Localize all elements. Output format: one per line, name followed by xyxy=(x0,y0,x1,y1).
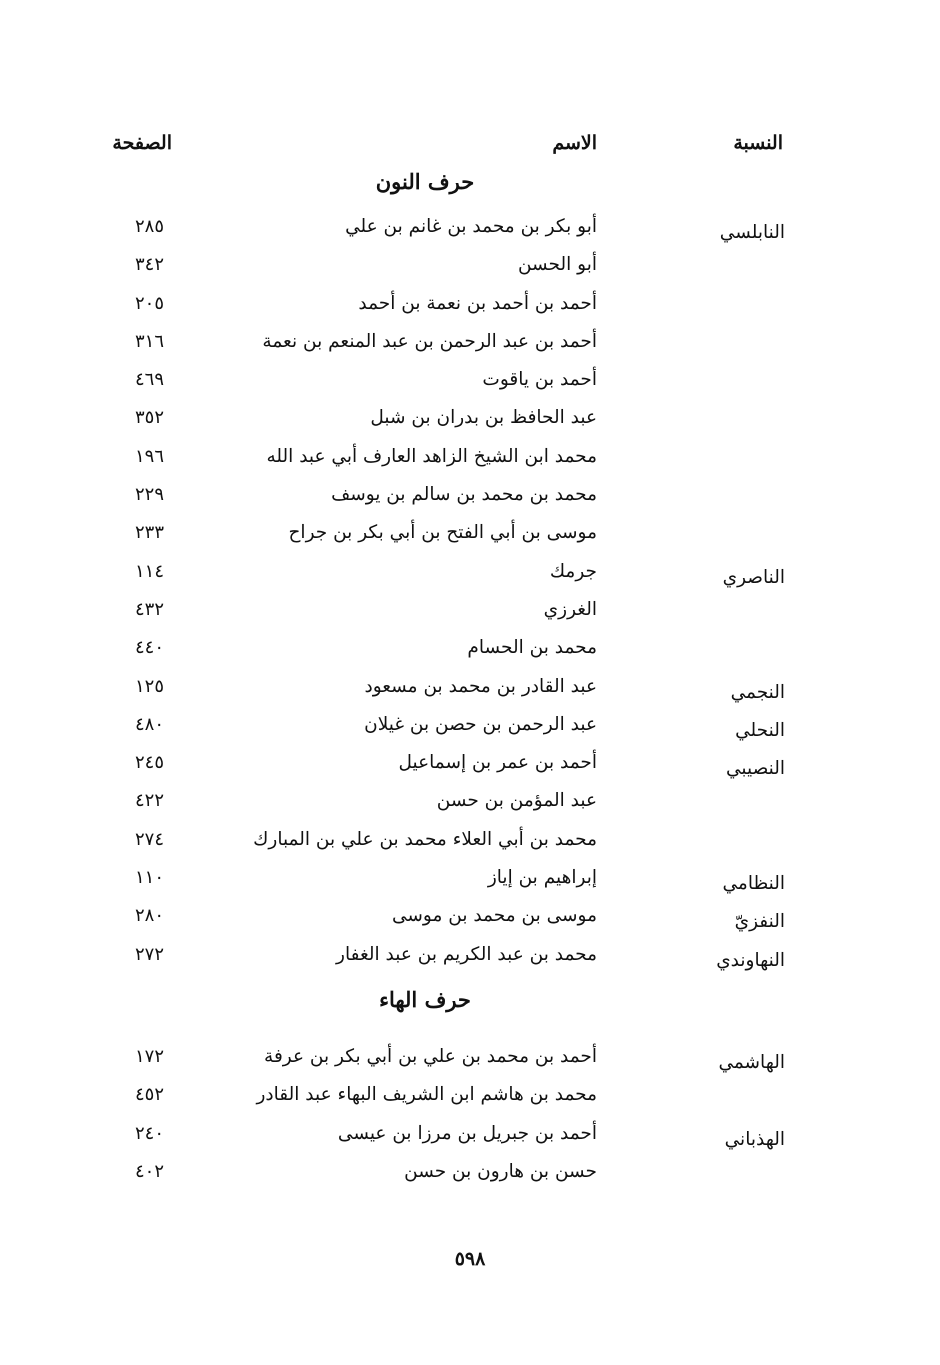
entry-name: موسى بن محمد بن موسى xyxy=(391,905,597,927)
entry-nisba: النابلسي xyxy=(719,222,785,243)
entry-page-number: ٤٦٩ xyxy=(135,369,165,391)
list-item xyxy=(0,897,940,935)
entry-name: عبد القادر بن محمد بن مسعود xyxy=(364,675,597,697)
entry-name: محمد ابن الشيخ الزاهد العارف أبي عبد الله xyxy=(266,445,597,467)
section-nun xyxy=(0,162,940,974)
list-item xyxy=(0,591,940,629)
entry-name: إبراهيم بن إياز xyxy=(487,867,597,889)
list-item xyxy=(0,706,940,744)
column-header-row xyxy=(0,125,940,161)
entry-name: أحمد بن عمر بن إسماعيل xyxy=(398,752,597,774)
entry-name: الغرزي xyxy=(543,598,597,620)
entry-page-number: ٤٢٢ xyxy=(135,790,165,812)
list-item xyxy=(0,668,940,706)
list-item xyxy=(0,323,940,361)
list-item xyxy=(0,399,940,437)
list-item xyxy=(0,936,940,974)
entry-page-number: ٢٨٠ xyxy=(135,905,165,927)
entry-page-number: ٤٤٠ xyxy=(135,637,165,659)
entries-list xyxy=(0,208,940,974)
list-item xyxy=(0,782,940,820)
entry-nisba: النحلي xyxy=(735,719,785,741)
entry-page-number: ٢٢٩ xyxy=(135,484,165,506)
entry-page-number: ٤٨٠ xyxy=(135,713,165,735)
list-item xyxy=(0,1153,940,1191)
list-item xyxy=(0,859,940,897)
entry-page-number: ٢٣٣ xyxy=(135,522,165,544)
list-item xyxy=(0,1076,940,1114)
entry-page-number: ٢٠٥ xyxy=(135,292,165,314)
entry-name: محمد بن هاشم ابن الشريف البهاء عبد القادر xyxy=(256,1084,597,1106)
entry-name: جرمك xyxy=(549,560,597,582)
list-item xyxy=(0,1038,940,1076)
entry-page-number: ٤٥٢ xyxy=(135,1084,165,1106)
entries-list xyxy=(0,1038,940,1191)
entry-page-number: ٣١٦ xyxy=(135,330,165,352)
list-item xyxy=(0,629,940,667)
entry-name: حسن بن هارون بن حسن xyxy=(404,1160,597,1182)
entry-name: محمد بن عبد الكريم بن عبد الغفار xyxy=(336,943,597,965)
entry-name: عبد الرحمن بن حصن بن غيلان xyxy=(364,713,597,735)
entry-name: أحمد بن ياقوت xyxy=(482,369,597,391)
list-item xyxy=(0,361,940,399)
list-item xyxy=(0,514,940,552)
list-item xyxy=(0,476,940,514)
list-item xyxy=(0,1115,940,1153)
entry-page-number: ٢٤٥ xyxy=(135,752,165,774)
entry-name: محمد بن محمد بن سالم بن يوسف xyxy=(331,484,597,506)
entry-page-number: ١١٠ xyxy=(135,867,165,889)
header-nisba: النسبة xyxy=(733,132,783,154)
entry-name: أحمد بن محمد بن علي بن أبي بكر بن عرفة xyxy=(264,1046,597,1067)
list-item xyxy=(0,285,940,323)
list-item xyxy=(0,438,940,476)
entry-page-number: ١٩٦ xyxy=(135,445,165,467)
section-title: حرف الهاء xyxy=(379,987,471,1012)
entry-nisba: النصيبي xyxy=(726,758,785,780)
entry-name: محمد بن الحسام xyxy=(467,637,597,659)
entry-nisba: النجمي xyxy=(730,681,785,703)
list-item xyxy=(0,553,940,591)
list-item xyxy=(0,821,940,859)
entry-name: أبو بكر بن محمد بن غانم بن علي xyxy=(345,216,597,237)
entry-nisba: النفزيّ xyxy=(734,911,785,933)
entry-nisba: الهذباني xyxy=(724,1128,785,1150)
entry-page-number: ٢٧٤ xyxy=(135,828,165,850)
entry-name: أحمد بن أحمد بن نعمة بن أحمد xyxy=(358,292,597,314)
entry-name: موسى بن أبي الفتح بن أبي بكر بن جراح xyxy=(288,522,597,544)
page-number: ٥٩٨ xyxy=(454,1248,486,1270)
entry-name: أحمد بن جبريل بن مرزا بن عيسى xyxy=(337,1122,597,1144)
entry-page-number: ١٧٢ xyxy=(135,1046,165,1067)
list-item xyxy=(0,208,940,246)
entry-name: أبو الحسن xyxy=(517,254,597,276)
header-name: الاسم xyxy=(552,132,597,154)
entry-page-number: ١٢٥ xyxy=(135,675,165,697)
entry-page-number: ٢٤٠ xyxy=(135,1122,165,1144)
entry-page-number: ٢٨٥ xyxy=(135,216,165,237)
entry-name: عبد الحافظ بن بدران بن شبل xyxy=(370,407,597,429)
entry-nisba: الهاشمي xyxy=(718,1052,785,1073)
entry-page-number: ١١٤ xyxy=(135,560,165,582)
entry-name: أحمد بن عبد الرحمن بن عبد المنعم بن نعمة xyxy=(262,330,597,352)
header-page: الصفحة xyxy=(112,132,172,154)
entry-name: عبد المؤمن بن حسن xyxy=(436,790,597,812)
entry-page-number: ٣٥٢ xyxy=(135,407,165,429)
entry-page-number: ٤٣٢ xyxy=(135,598,165,620)
entry-page-number: ٤٠٢ xyxy=(135,1160,165,1182)
entry-nisba: الناصري xyxy=(722,566,785,588)
entry-page-number: ٢٧٢ xyxy=(135,943,165,965)
entry-nisba: النظامي xyxy=(722,873,785,895)
section-ha xyxy=(0,980,940,1191)
section-title: حرف النون xyxy=(375,169,475,194)
list-item xyxy=(0,744,940,782)
entry-nisba: النهاوندي xyxy=(716,949,785,971)
list-item xyxy=(0,246,940,284)
entry-name: محمد بن أبي العلاء محمد بن علي بن المبارك xyxy=(253,828,597,850)
entry-page-number: ٣٤٢ xyxy=(135,254,165,276)
